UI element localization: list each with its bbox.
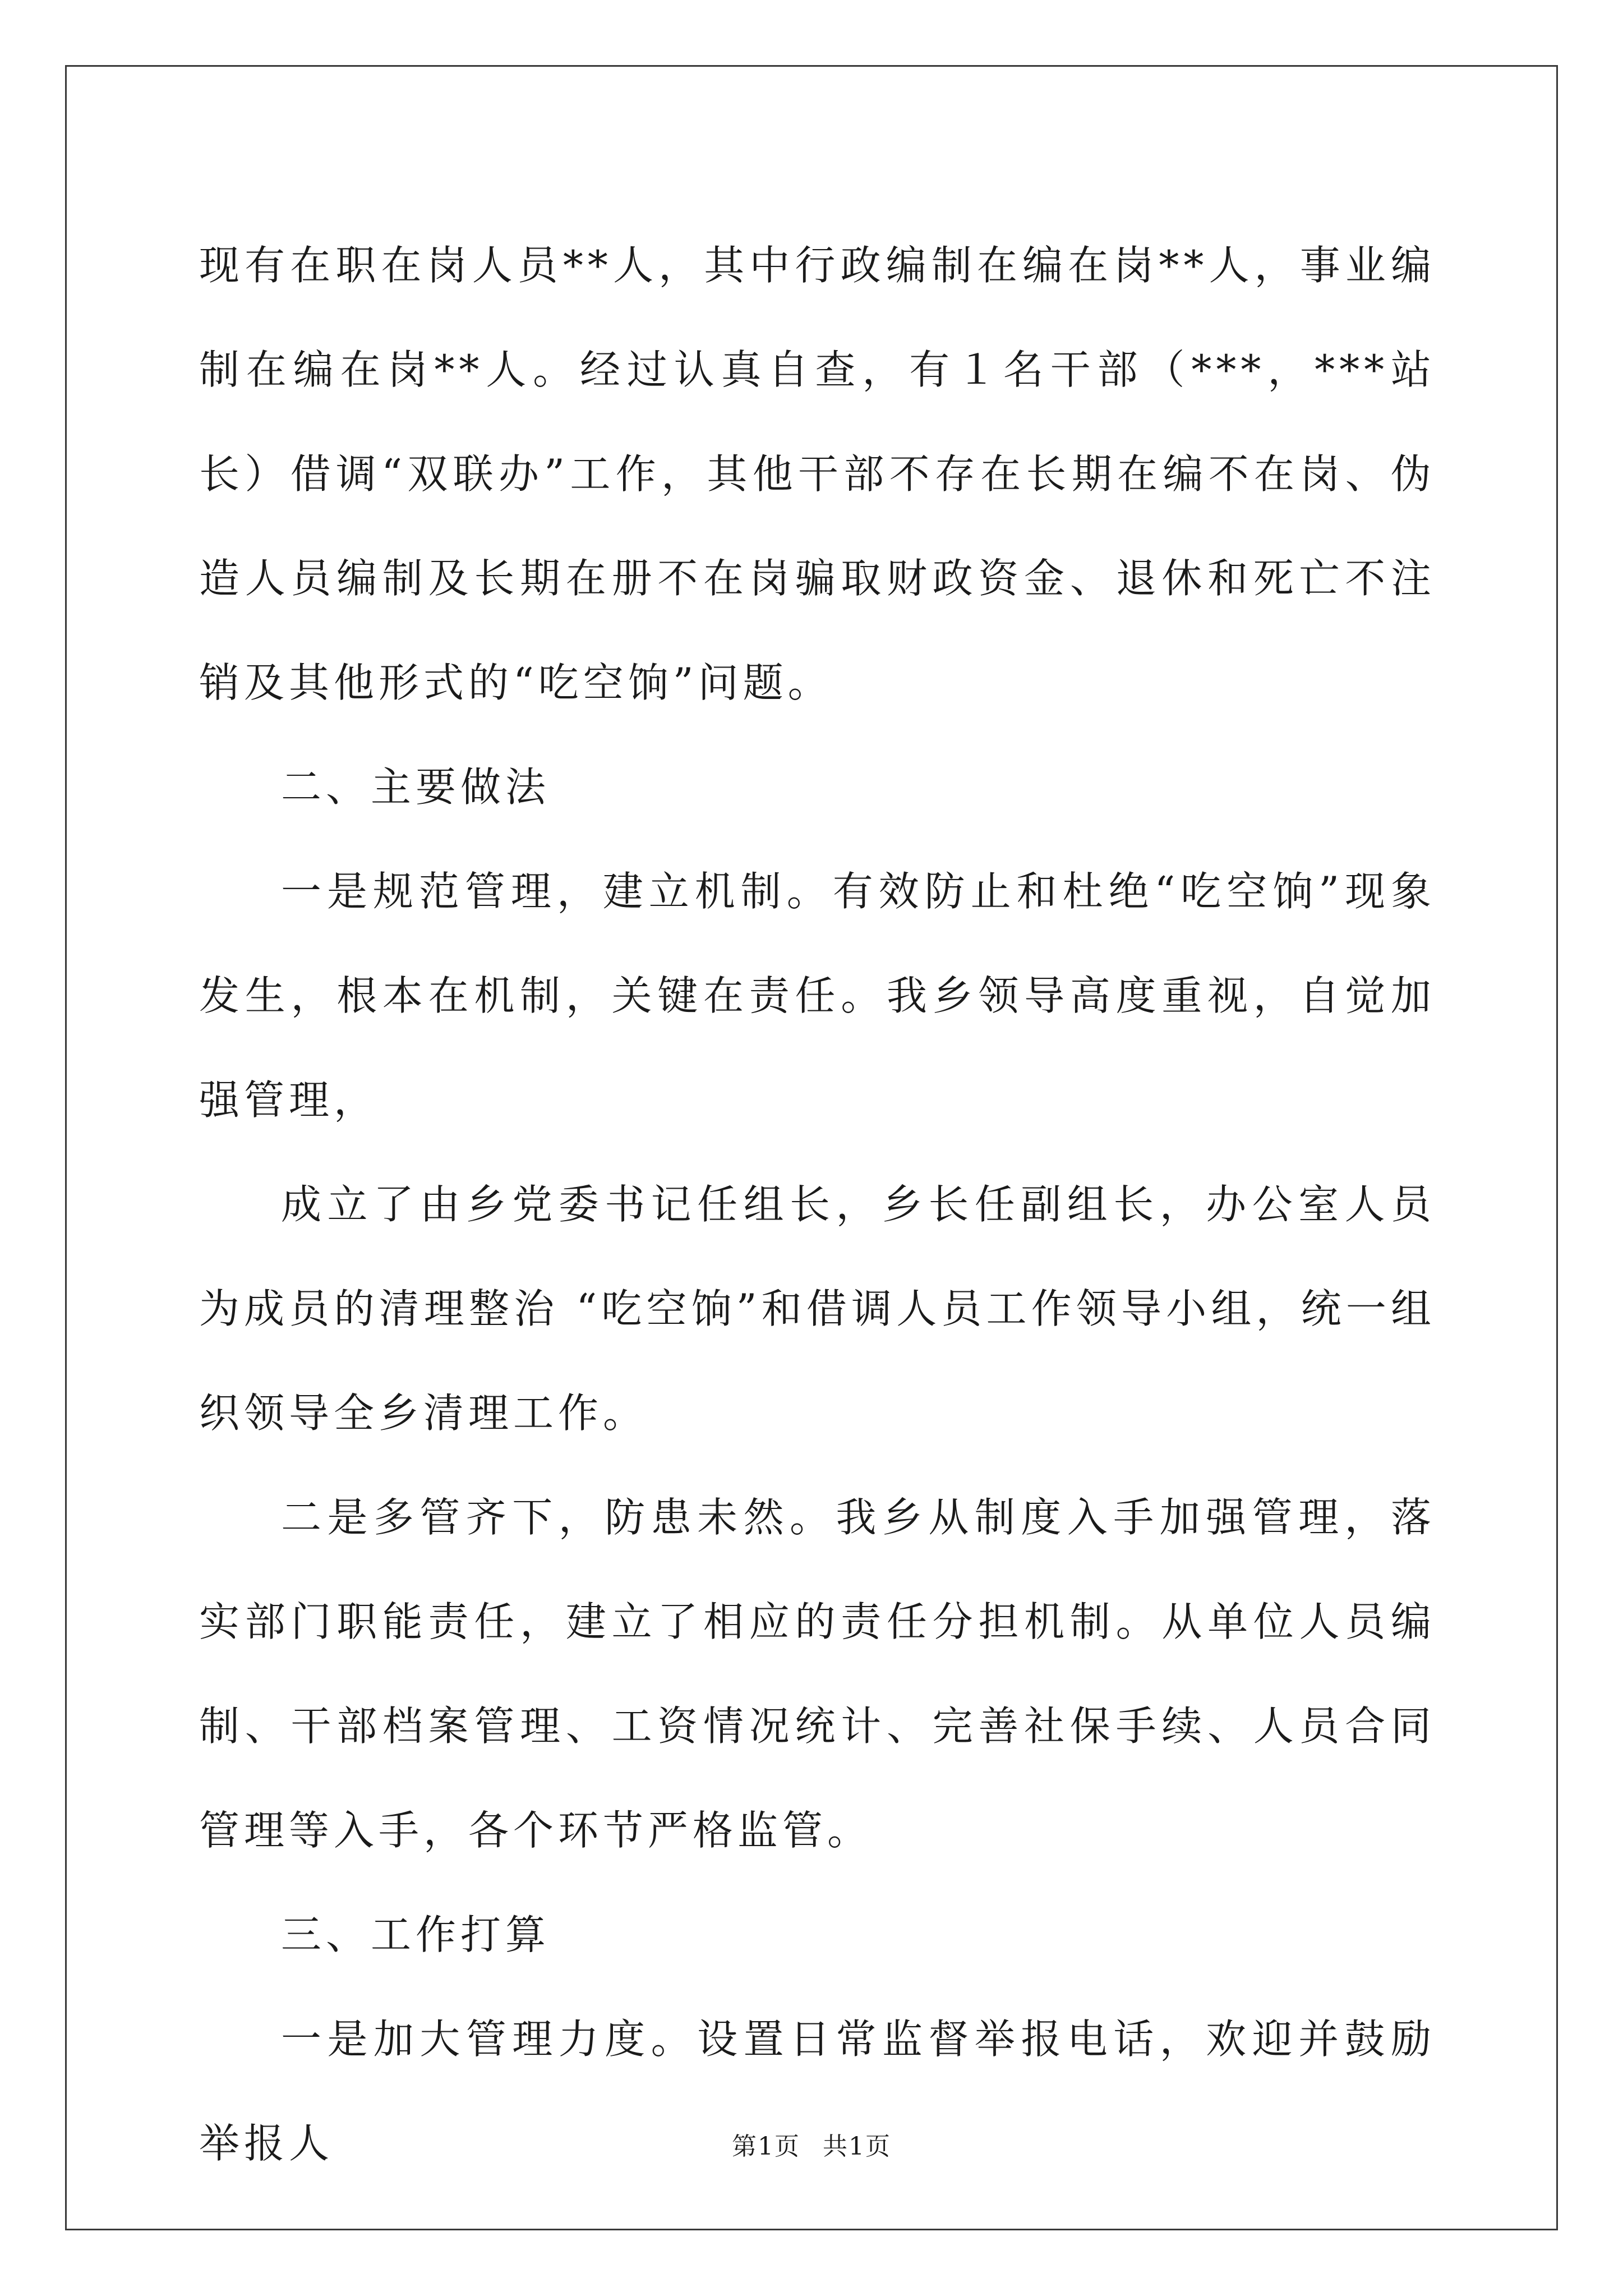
paragraph-1: 现有在职在岗人员**人，其中行政编制在编在岗**人，事业编制在编在岗**人。经过认真自查，有１名干部（***，***站长）借调“双联办”工作，其他干部不存在长期在编不在岗、伪造人员编制及长期在册不在岗骗取财政资金、退休和死亡不注销及其他形式的“吃空饷”问题。 xyxy=(199,242,1436,706)
paragraph-4: 二是多管齐下，防患未然。我乡从制度入手加强管理，落实部门职能责任，建立了相应的责任分担机制。从单位人员编制、干部档案管理、工资情况统计、完善社保手续、人员合同管理等入手，各个环节严格监管。 xyxy=(199,1494,1436,1854)
page-footer xyxy=(0,2126,1623,2162)
document-body xyxy=(199,213,1436,2196)
paragraph-3: 成立了由乡党委书记任组长，乡长任副组长，办公室人员为成员的清理整治 “吃空饷”和借调人员工作领导小组，统一组织领导全乡清理工作。 xyxy=(199,1181,1436,1437)
paragraph-2: 一是规范管理，建立机制。有效防止和杜绝“吃空饷”现象发生，根本在机制，关键在责任。我乡领导高度重视，自觉加强管理， xyxy=(199,868,1436,1124)
section-heading-main-practices: 二、主要做法 xyxy=(281,763,551,811)
paragraph-5: 一是加大管理力度。设置日常监督举报电话，欢迎并鼓励举报人 xyxy=(199,2016,1436,2167)
page-number-total: 共1页 xyxy=(823,2132,891,2161)
section-heading-work-plan: 三、工作打算 xyxy=(281,1911,551,1958)
page-number-current: 第1页 xyxy=(732,2132,800,2161)
